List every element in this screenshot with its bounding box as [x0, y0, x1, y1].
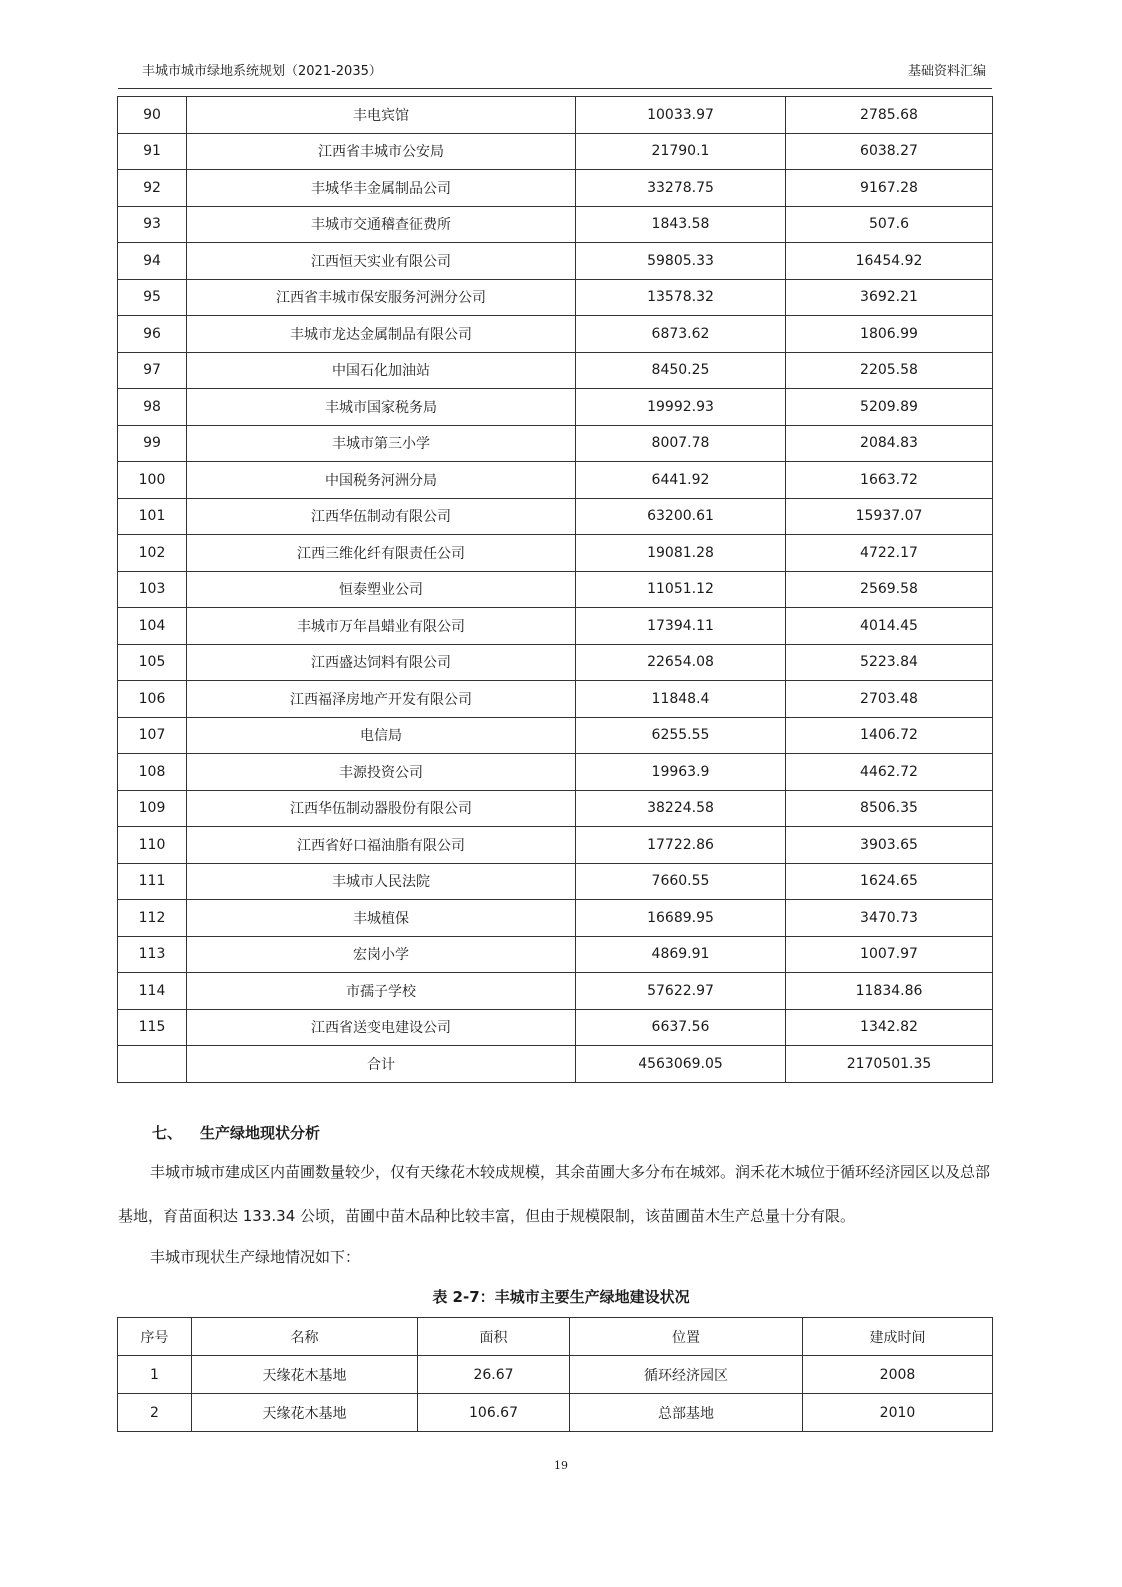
column-header: 名称 — [192, 1318, 418, 1356]
table-cell: 丰源投资公司 — [187, 754, 576, 791]
paragraph: 丰城市城市建成区内苗圃数量较少，仅有天缘花木较成规模，其余苗圃大多分布在城郊。润禾花木城位于循环经济园区以及总部基地，育苗面积达 133.34 公顷，苗圃中苗木品种比较丰富，但由于规模限制，该苗圃苗木生产总量十分有限。 — [118, 1163, 991, 1225]
column-header: 面积 — [418, 1318, 570, 1356]
table-cell: 江西福泽房地产开发有限公司 — [187, 681, 576, 718]
table-cell: 8450.25 — [576, 352, 786, 389]
green-space-table — [117, 96, 993, 1083]
table-cell: 丰城市龙达金属制品有限公司 — [187, 316, 576, 353]
table-cell: 江西盛达饲料有限公司 — [187, 644, 576, 681]
table-cell: 1843.58 — [576, 206, 786, 243]
table-cell: 15937.07 — [786, 498, 993, 535]
table-cell: 94 — [118, 243, 187, 280]
table-cell: 6441.92 — [576, 462, 786, 499]
column-header: 建成时间 — [803, 1318, 993, 1356]
table-cell: 106 — [118, 681, 187, 718]
table-cell: 4462.72 — [786, 754, 993, 791]
table-cell: 10033.97 — [576, 97, 786, 134]
table-cell: 2785.68 — [786, 97, 993, 134]
table-cell: 19992.93 — [576, 389, 786, 426]
table-cell: 4722.17 — [786, 535, 993, 572]
table-cell: 19081.28 — [576, 535, 786, 572]
table-cell: 106.67 — [418, 1394, 570, 1432]
table-cell: 21790.1 — [576, 133, 786, 170]
table-cell: 107 — [118, 717, 187, 754]
table-row — [118, 790, 993, 827]
table-caption: 表 2-7：丰城市主要生产绿地建设状况 — [432, 1288, 690, 1306]
table-row — [118, 827, 993, 864]
table-cell: 4563069.05 — [576, 1046, 786, 1083]
table-cell: 6637.56 — [576, 1009, 786, 1046]
table-cell: 92 — [118, 170, 187, 207]
table-row — [118, 1046, 993, 1083]
table-cell: 丰城市第三小学 — [187, 425, 576, 462]
table-row — [118, 936, 993, 973]
table-cell: 110 — [118, 827, 187, 864]
table-row — [118, 644, 993, 681]
table-row — [118, 462, 993, 499]
table-cell: 江西省好口福油脂有限公司 — [187, 827, 576, 864]
table-row — [118, 608, 993, 645]
table-cell: 113 — [118, 936, 187, 973]
table-row — [118, 681, 993, 718]
table-cell: 1342.82 — [786, 1009, 993, 1046]
table-cell: 江西华伍制动器股份有限公司 — [187, 790, 576, 827]
table-cell: 5223.84 — [786, 644, 993, 681]
column-header: 位置 — [570, 1318, 803, 1356]
table-cell: 93 — [118, 206, 187, 243]
table-cell: 4869.91 — [576, 936, 786, 973]
table-cell: 17722.86 — [576, 827, 786, 864]
table-cell: 90 — [118, 97, 187, 134]
table-cell: 江西省送变电建设公司 — [187, 1009, 576, 1046]
table-cell: 38224.58 — [576, 790, 786, 827]
table-row — [118, 389, 993, 426]
table-cell: 2205.58 — [786, 352, 993, 389]
column-header: 序号 — [118, 1318, 192, 1356]
table-row — [118, 170, 993, 207]
table-cell: 电信局 — [187, 717, 576, 754]
table-row — [118, 316, 993, 353]
table-cell: 循环经济园区 — [570, 1356, 803, 1394]
table-row — [118, 498, 993, 535]
table-cell: 天缘花木基地 — [192, 1394, 418, 1432]
table-row — [118, 973, 993, 1010]
table-cell: 95 — [118, 279, 187, 316]
table-cell: 6038.27 — [786, 133, 993, 170]
table-cell: 1007.97 — [786, 936, 993, 973]
nursery-table — [117, 1317, 993, 1432]
table-cell: 9167.28 — [786, 170, 993, 207]
table-cell: 江西省丰城市公安局 — [187, 133, 576, 170]
table-cell: 宏岗小学 — [187, 936, 576, 973]
paragraph: 丰城市现状生产绿地情况如下： — [150, 1248, 361, 1266]
table-cell: 4014.45 — [786, 608, 993, 645]
table-cell: 112 — [118, 900, 187, 937]
table-cell: 合计 — [187, 1046, 576, 1083]
table-cell: 江西三维化纤有限责任公司 — [187, 535, 576, 572]
table-cell: 11848.4 — [576, 681, 786, 718]
table-cell: 102 — [118, 535, 187, 572]
table-row — [118, 571, 993, 608]
table-row — [118, 425, 993, 462]
table-cell: 2569.58 — [786, 571, 993, 608]
table-cell: 2703.48 — [786, 681, 993, 718]
table-cell: 16689.95 — [576, 900, 786, 937]
table-cell: 5209.89 — [786, 389, 993, 426]
table-cell: 57622.97 — [576, 973, 786, 1010]
table-row — [118, 900, 993, 937]
table-cell: 11051.12 — [576, 571, 786, 608]
table-cell: 97 — [118, 352, 187, 389]
table-cell: 114 — [118, 973, 187, 1010]
table-cell: 33278.75 — [576, 170, 786, 207]
section-label: 基础资料汇编 — [907, 64, 986, 79]
table-cell: 江西华伍制动有限公司 — [187, 498, 576, 535]
table-cell: 1 — [118, 1356, 192, 1394]
table-cell: 市孺子学校 — [187, 973, 576, 1010]
table-cell: 中国石化加油站 — [187, 352, 576, 389]
section-number: 七、 — [152, 1124, 183, 1142]
table-cell: 63200.61 — [576, 498, 786, 535]
table-cell: 26.67 — [418, 1356, 570, 1394]
table-cell: 115 — [118, 1009, 187, 1046]
table-cell: 111 — [118, 863, 187, 900]
table-cell: 3692.21 — [786, 279, 993, 316]
table-cell: 103 — [118, 571, 187, 608]
table-cell: 3903.65 — [786, 827, 993, 864]
table-cell: 2 — [118, 1394, 192, 1432]
table-cell: 109 — [118, 790, 187, 827]
table-cell: 2084.83 — [786, 425, 993, 462]
table-cell: 丰城市人民法院 — [187, 863, 576, 900]
table-cell: 99 — [118, 425, 187, 462]
table-cell: 1806.99 — [786, 316, 993, 353]
table-cell: 7660.55 — [576, 863, 786, 900]
table-cell: 丰城植保 — [187, 900, 576, 937]
table-header-row — [118, 1318, 993, 1356]
table-cell: 恒泰塑业公司 — [187, 571, 576, 608]
page-number: 19 — [554, 1459, 568, 1472]
table-cell: 1663.72 — [786, 462, 993, 499]
table-cell: 6873.62 — [576, 316, 786, 353]
table-cell: 丰城市交通稽查征费所 — [187, 206, 576, 243]
table-cell: 丰城市万年昌蜡业有限公司 — [187, 608, 576, 645]
table-cell: 17394.11 — [576, 608, 786, 645]
table-cell — [118, 1046, 187, 1083]
table-cell: 天缘花木基地 — [192, 1356, 418, 1394]
table-cell: 1624.65 — [786, 863, 993, 900]
table-cell: 2008 — [803, 1356, 993, 1394]
table-cell: 江西省丰城市保安服务河洲分公司 — [187, 279, 576, 316]
table-cell: 丰城华丰金属制品公司 — [187, 170, 576, 207]
table-row — [118, 863, 993, 900]
table-row — [118, 717, 993, 754]
section-heading — [152, 1122, 320, 1143]
table-cell: 8506.35 — [786, 790, 993, 827]
table-row — [118, 97, 993, 134]
table-cell: 104 — [118, 608, 187, 645]
table-row — [118, 352, 993, 389]
table-cell: 总部基地 — [570, 1394, 803, 1432]
table-cell: 108 — [118, 754, 187, 791]
table-cell: 丰电宾馆 — [187, 97, 576, 134]
table-cell: 13578.32 — [576, 279, 786, 316]
table-cell: 98 — [118, 389, 187, 426]
table-row — [118, 754, 993, 791]
table-cell: 2170501.35 — [786, 1046, 993, 1083]
table-cell: 96 — [118, 316, 187, 353]
page-header — [118, 56, 992, 89]
table-row — [118, 279, 993, 316]
table-cell: 105 — [118, 644, 187, 681]
table-cell: 6255.55 — [576, 717, 786, 754]
table-cell: 59805.33 — [576, 243, 786, 280]
table-row — [118, 1009, 993, 1046]
table-cell: 100 — [118, 462, 187, 499]
table-row — [118, 1394, 993, 1432]
table-cell: 1406.72 — [786, 717, 993, 754]
table-row — [118, 206, 993, 243]
table-cell: 22654.08 — [576, 644, 786, 681]
table-cell: 19963.9 — [576, 754, 786, 791]
table-cell: 101 — [118, 498, 187, 535]
table-cell: 丰城市国家税务局 — [187, 389, 576, 426]
table-row — [118, 243, 993, 280]
table-row — [118, 133, 993, 170]
table-cell: 16454.92 — [786, 243, 993, 280]
table-cell: 3470.73 — [786, 900, 993, 937]
table-cell: 11834.86 — [786, 973, 993, 1010]
table-cell: 江西恒天实业有限公司 — [187, 243, 576, 280]
table-cell: 2010 — [803, 1394, 993, 1432]
table-row — [118, 1356, 993, 1394]
document-title: 丰城市城市绿地系统规划（2021-2035） — [142, 64, 382, 79]
table-cell: 91 — [118, 133, 187, 170]
table-row — [118, 535, 993, 572]
table-cell: 8007.78 — [576, 425, 786, 462]
table-cell: 507.6 — [786, 206, 993, 243]
table-cell: 中国税务河洲分局 — [187, 462, 576, 499]
section-title: 生产绿地现状分析 — [200, 1124, 321, 1142]
